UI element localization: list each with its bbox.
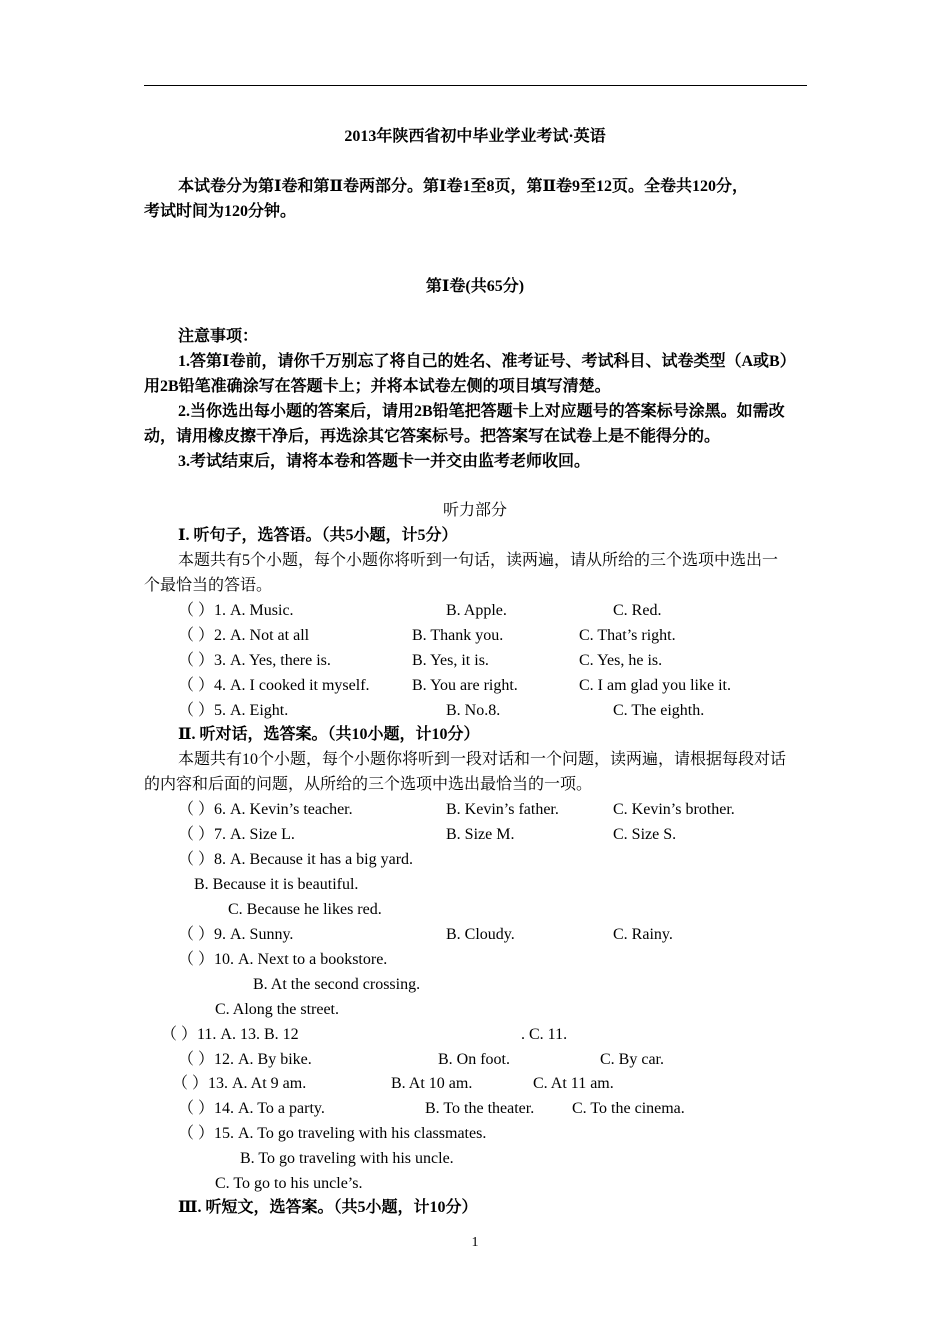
intro-line-2: 考试时间为120分钟。 [144, 203, 297, 220]
question-9: （ ）9. A. Sunny. [178, 926, 294, 943]
question-5-option-c: C. The eighth. [613, 702, 705, 719]
page-title: 2013年陕西省初中毕业学业考试·英语 [344, 128, 606, 145]
question-15-option-c: C. To go to his uncle’s. [215, 1175, 363, 1192]
section-2-desc-line-1: 本题共有10个小题，每个小题你将听到一段对话和一个问题，读两遍，请根据每段对话 [178, 751, 787, 768]
question-3-option-b: B. Yes, it is. [412, 652, 489, 669]
question-2-option-b: B. Thank you. [412, 627, 504, 644]
question-12: （ ）12. A. By bike. [178, 1051, 312, 1068]
question-13: （ ）13. A. At 9 am. [172, 1075, 307, 1092]
question-5: （ ）5. A. Eight. [178, 702, 289, 719]
section-2-desc-line-2: 的内容和后面的问题，从所给的三个选项中选出最恰当的一项。 [144, 776, 593, 793]
question-3-option-c: C. Yes, he is. [579, 652, 663, 669]
page-number: 1 [471, 1235, 479, 1250]
question-9-option-c: C. Rainy. [613, 926, 673, 943]
question-2-option-c: C. That’s right. [579, 627, 676, 644]
question-2: （ ）2. A. Not at all [178, 627, 310, 644]
listening-heading: 听力部分 [442, 502, 507, 519]
note-1-line-2: 用2B铅笔准确涂写在答题卡上；并将本试卷左侧的项目填写清楚。 [144, 378, 611, 395]
notes-heading: 注意事项： [178, 328, 259, 345]
question-4-option-c: C. I am glad you like it. [579, 677, 731, 694]
section-1-desc-line-2: 个最恰当的答语。 [144, 577, 273, 594]
question-9-option-b: B. Cloudy. [446, 926, 515, 943]
header-rule [144, 85, 807, 86]
question-1-option-b: B. Apple. [446, 602, 507, 619]
intro-line-1: 本试卷分为第Ⅰ卷和第Ⅱ卷两部分。第Ⅰ卷1至8页，第Ⅱ卷9至12页。全卷共120分， [178, 178, 748, 195]
question-8: （ ）8. A. Because it has a big yard. [178, 851, 414, 868]
volume-heading: 第Ⅰ卷(共65分) [425, 278, 525, 295]
question-10-option-c: C. Along the street. [215, 1001, 339, 1018]
note-1-line-1: 1.答第Ⅰ卷前，请你千万别忘了将自己的姓名、准考证号、考试科目、试卷类型（A或B） [178, 353, 796, 370]
question-10: （ ）10. A. Next to a bookstore. [178, 951, 388, 968]
question-6: （ ）6. A. Kevin’s teacher. [178, 801, 353, 818]
question-8-option-b: B. Because it is beautiful. [194, 876, 359, 893]
section-3-title: Ⅲ. 听短文，选答案。（共5小题，计10分） [178, 1199, 478, 1216]
question-4: （ ）4. A. I cooked it myself. [178, 677, 370, 694]
question-4-option-b: B. You are right. [412, 677, 518, 694]
note-2-line-2: 动，请用橡皮擦干净后，再选涂其它答案标号。把答案写在试卷上是不能得分的。 [144, 428, 721, 445]
question-14-option-c: C. To the cinema. [572, 1100, 685, 1117]
question-13-option-b: B. At 10 am. [391, 1075, 473, 1092]
question-1: （ ）1. A. Music. [178, 602, 294, 619]
question-7-option-b: B. Size M. [446, 826, 515, 843]
question-11-option-c: . C. 11. [521, 1026, 568, 1043]
question-15: （ ）15. A. To go traveling with his classmates. [178, 1125, 487, 1142]
section-1-title: Ⅰ. 听句子，选答语。（共5小题，计5分） [178, 527, 458, 544]
question-13-option-c: C. At 11 am. [533, 1075, 614, 1092]
question-8-option-c: C. Because he likes red. [228, 901, 382, 918]
question-14: （ ）14. A. To a party. [178, 1100, 325, 1117]
note-2-line-1: 2.当你选出每小题的答案后，请用2B铅笔把答题卡上对应题号的答案标号涂黑。如需改 [178, 403, 785, 420]
question-12-option-c: C. By car. [600, 1051, 664, 1068]
question-3: （ ）3. A. Yes, there is. [178, 652, 331, 669]
question-7: （ ）7. A. Size L. [178, 826, 295, 843]
question-15-option-b: B. To go traveling with his uncle. [240, 1150, 454, 1167]
question-14-option-b: B. To the theater. [425, 1100, 535, 1117]
question-6-option-c: C. Kevin’s brother. [613, 801, 735, 818]
section-2-title: Ⅱ. 听对话，选答案。（共10小题，计10分） [178, 726, 480, 743]
question-10-option-b: B. At the second crossing. [253, 976, 421, 993]
question-1-option-c: C. Red. [613, 602, 662, 619]
question-11: （ ）11. A. 13. B. 12 [161, 1026, 299, 1043]
question-7-option-c: C. Size S. [613, 826, 677, 843]
note-3: 3.考试结束后，请将本卷和答题卡一并交由监考老师收回。 [178, 453, 591, 470]
question-6-option-b: B. Kevin’s father. [446, 801, 559, 818]
question-5-option-b: B. No.8. [446, 702, 501, 719]
question-12-option-b: B. On foot. [438, 1051, 510, 1068]
section-1-desc-line-1: 本题共有5个小题，每个小题你将听到一句话，读两遍，请从所给的三个选项中选出一 [178, 552, 779, 569]
